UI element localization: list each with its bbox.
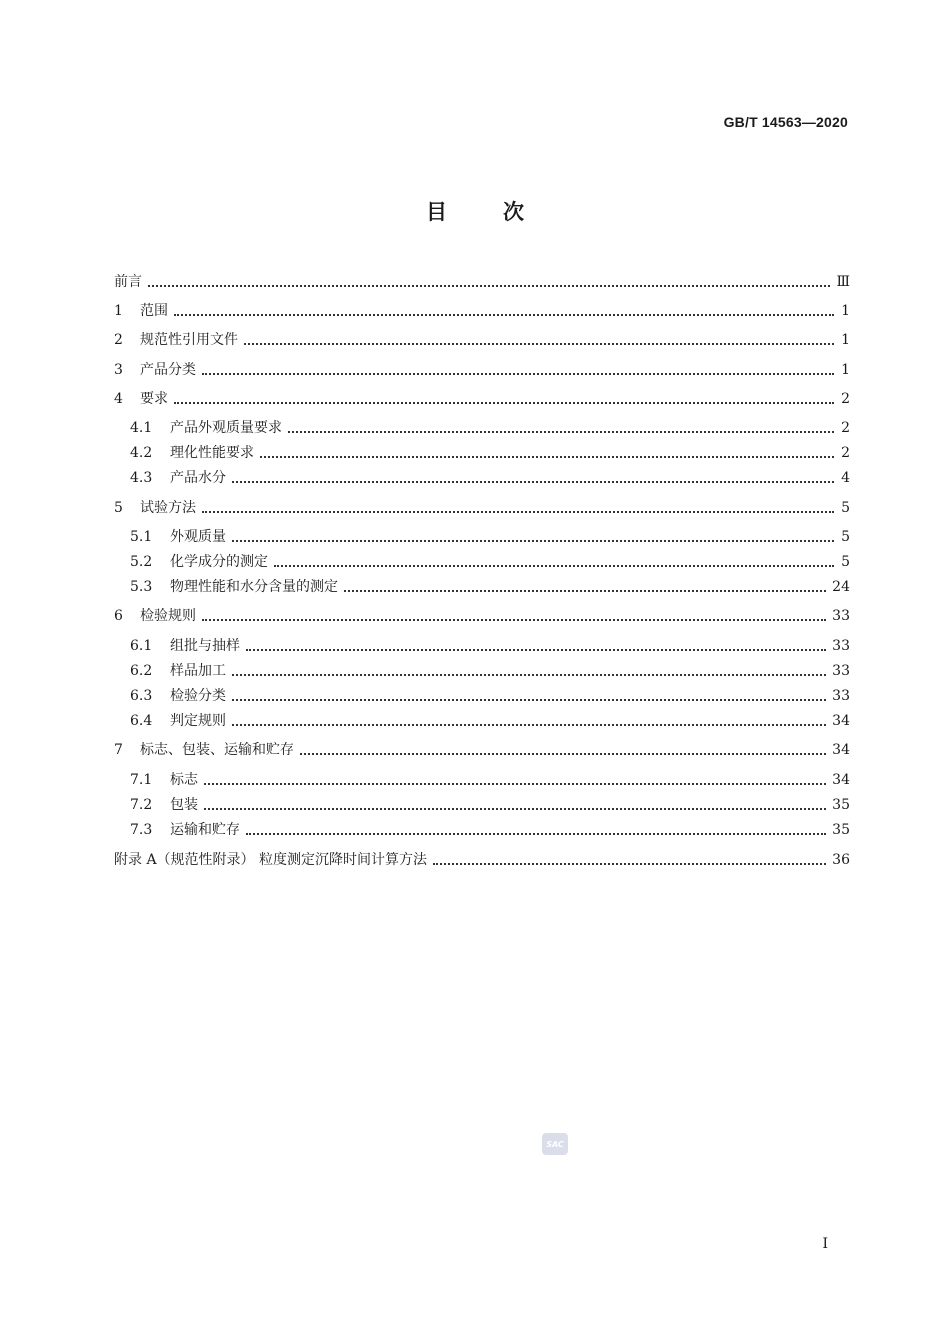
toc-entry-label: 试验方法 xyxy=(140,500,196,516)
toc-subentry[interactable] xyxy=(130,550,850,574)
toc-entry-label: 范围 xyxy=(140,303,168,319)
toc-entry-page: 1 xyxy=(841,303,850,319)
toc-entry-label: 包装 xyxy=(170,797,198,813)
title-char-1: 目 xyxy=(426,200,447,224)
toc-entry-label: 外观质量 xyxy=(170,529,226,545)
toc-entry-number: 7.3 xyxy=(130,822,153,838)
toc-entry-label: 检验规则 xyxy=(140,608,196,624)
toc-subentry[interactable] xyxy=(130,793,850,817)
toc-entry-label: 检验分类 xyxy=(170,688,226,704)
toc-entry-page: 2 xyxy=(841,391,850,407)
toc-entry-page: 33 xyxy=(832,663,850,679)
toc-entry-page: 34 xyxy=(832,713,850,729)
toc-entry-number: 4.1 xyxy=(130,420,153,436)
toc-entry-page: 24 xyxy=(832,579,850,595)
toc-entry-page: 33 xyxy=(832,608,850,624)
toc-entry-label: 理化性能要求 xyxy=(170,445,254,461)
toc-entry[interactable] xyxy=(114,496,850,520)
toc-entry-page: 2 xyxy=(841,420,850,436)
toc-entry-number: 5.1 xyxy=(130,529,153,545)
toc-entry-number: 5.3 xyxy=(130,579,153,595)
toc-entry-label: 标志、包装、运输和贮存 xyxy=(140,742,294,758)
toc-entry-page: 33 xyxy=(832,688,850,704)
toc-entry[interactable] xyxy=(114,604,850,628)
toc-entry-label: 规范性引用文件 xyxy=(140,332,238,348)
toc-entry[interactable] xyxy=(114,270,850,294)
toc-entry-label: 附录 A（规范性附录） 粒度测定沉降时间计算方法 xyxy=(114,852,428,868)
toc-entry-label: 判定规则 xyxy=(170,713,226,729)
toc-leader xyxy=(288,431,834,433)
toc-subentry[interactable] xyxy=(130,818,850,842)
toc-leader xyxy=(274,565,834,567)
toc-entry-number: 7.1 xyxy=(130,772,153,788)
toc-entry-page: 5 xyxy=(841,529,850,545)
toc-entry-number: 6.4 xyxy=(130,713,153,729)
toc-subentry[interactable] xyxy=(130,575,850,599)
toc-entry-label: 产品水分 xyxy=(170,470,226,486)
toc-entry-page: 5 xyxy=(841,500,850,516)
toc-leader xyxy=(433,863,826,865)
toc-subentry[interactable] xyxy=(130,684,850,708)
toc-entry-number: 4.2 xyxy=(130,445,153,461)
toc-subentry[interactable] xyxy=(130,709,850,733)
toc-leader xyxy=(246,833,826,835)
toc-entry-number: 6.2 xyxy=(130,663,153,679)
toc-leader xyxy=(232,724,826,726)
toc-leader xyxy=(204,783,826,785)
toc-entry-label: 样品加工 xyxy=(170,663,226,679)
toc-entry-label: 要求 xyxy=(140,391,168,407)
toc-entry-page: 36 xyxy=(832,852,850,868)
toc-entry-label: 化学成分的测定 xyxy=(170,554,268,570)
toc-entry-page: 4 xyxy=(841,470,850,486)
toc-leader xyxy=(148,285,830,287)
title-char-2: 次 xyxy=(503,200,524,224)
toc-entry[interactable] xyxy=(114,299,850,323)
toc-entry-page: 5 xyxy=(841,554,850,570)
toc-subentry[interactable] xyxy=(130,525,850,549)
toc-entry-page: 35 xyxy=(832,822,850,838)
toc-leader xyxy=(260,456,834,458)
toc-entry-page: 35 xyxy=(832,797,850,813)
toc-entry-label: 运输和贮存 xyxy=(170,822,240,838)
toc-subentry[interactable] xyxy=(130,768,850,792)
toc-entry[interactable] xyxy=(114,387,850,411)
toc-entry-page: 1 xyxy=(841,362,850,378)
standard-code: GB/T 14563—2020 xyxy=(723,114,848,130)
toc-leader xyxy=(202,373,834,375)
toc-entry-number: 4 xyxy=(114,391,123,407)
toc-entry-number: 2 xyxy=(114,332,123,348)
toc-entry[interactable] xyxy=(114,358,850,382)
toc-entry-label: 标志 xyxy=(170,772,198,788)
toc-entry-number: 6 xyxy=(114,608,123,624)
toc-entry-label: 物理性能和水分含量的测定 xyxy=(170,579,338,595)
toc-entry-page: 1 xyxy=(841,332,850,348)
toc-leader xyxy=(174,314,834,316)
toc-entry-page: 33 xyxy=(832,638,850,654)
toc-leader xyxy=(202,619,826,621)
toc-entry-number: 7 xyxy=(114,742,123,758)
toc-subentry[interactable] xyxy=(130,634,850,658)
toc-entry-number: 6.3 xyxy=(130,688,153,704)
toc-leader xyxy=(344,590,826,592)
toc-leader xyxy=(232,674,826,676)
toc-entry[interactable] xyxy=(114,328,850,352)
toc-entry-annex-a[interactable] xyxy=(114,848,850,872)
page-number: I xyxy=(822,1236,828,1252)
sac-logo-text: SAC xyxy=(546,1139,564,1149)
toc-subentry[interactable] xyxy=(130,441,850,465)
toc-leader xyxy=(174,402,834,404)
toc-subentry[interactable] xyxy=(130,659,850,683)
toc-entry-label: 前言 xyxy=(114,274,142,290)
toc-leader xyxy=(202,511,834,513)
toc-entry-number: 3 xyxy=(114,362,123,378)
toc-subentry[interactable] xyxy=(130,466,850,490)
toc-entry-number: 1 xyxy=(114,303,123,319)
toc-leader xyxy=(232,481,834,483)
page-title xyxy=(0,196,950,226)
toc-entry-page: Ⅲ xyxy=(836,274,850,290)
toc-entry-number: 5.2 xyxy=(130,554,153,570)
toc-entry-number: 5 xyxy=(114,500,123,516)
toc-entry-page: 34 xyxy=(832,742,850,758)
toc-entry[interactable] xyxy=(114,738,850,762)
toc-leader xyxy=(246,649,826,651)
toc-entry-number: 7.2 xyxy=(130,797,153,813)
toc-entry-number: 6.1 xyxy=(130,638,153,654)
toc-leader xyxy=(232,699,826,701)
toc-subentry[interactable] xyxy=(130,416,850,440)
toc-entry-label: 产品分类 xyxy=(140,362,196,378)
toc-entry-label: 组批与抽样 xyxy=(170,638,240,654)
toc-leader xyxy=(244,343,834,345)
toc-leader xyxy=(232,540,834,542)
toc-leader xyxy=(300,753,826,755)
toc-entry-page: 34 xyxy=(832,772,850,788)
toc-entry-number: 4.3 xyxy=(130,470,153,486)
toc-entry-label: 产品外观质量要求 xyxy=(170,420,282,436)
toc-entry-page: 2 xyxy=(841,445,850,461)
toc-leader xyxy=(204,808,826,810)
sac-logo-watermark xyxy=(542,1133,568,1155)
